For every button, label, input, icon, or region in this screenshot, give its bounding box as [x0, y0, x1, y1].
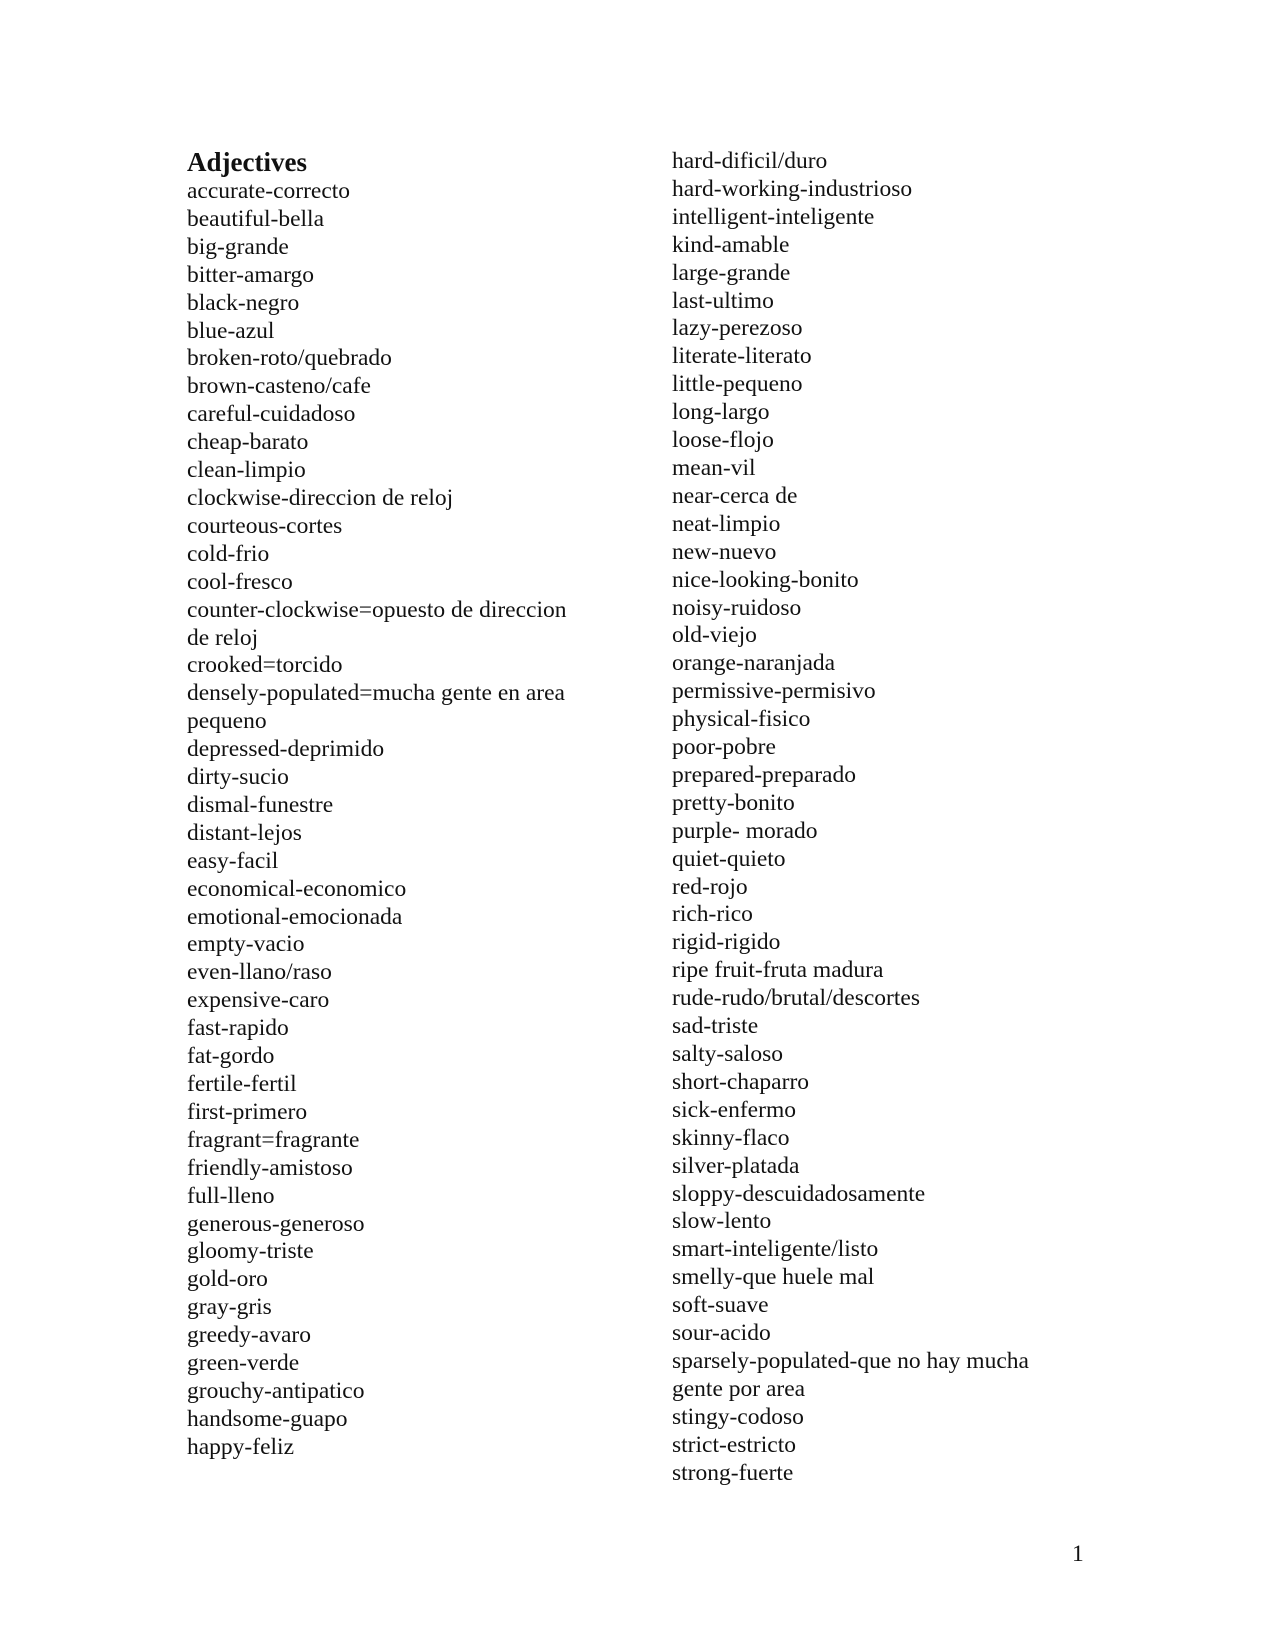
- vocab-entry: smelly-que huele mal: [672, 1264, 875, 1291]
- vocab-entry: clean-limpio: [187, 457, 306, 484]
- vocab-entry: fertile-fertil: [187, 1071, 297, 1097]
- vocab-entry: rich-rico: [672, 901, 753, 928]
- vocab-entry: strict-estricto: [672, 1431, 796, 1458]
- vocab-entry: kind-amable: [672, 231, 790, 258]
- vocab-entry: strong-fuerte: [672, 1459, 794, 1486]
- vocab-entry: short-chaparro: [672, 1068, 810, 1095]
- vocab-entry: cool-fresco: [187, 568, 293, 595]
- page-number: 1: [1072, 1541, 1084, 1567]
- vocab-entry: fragrant=fragrante: [187, 1126, 360, 1153]
- vocab-entry: empty-vacio: [187, 931, 305, 958]
- vocab-entry: fat-gordo: [187, 1043, 275, 1070]
- vocab-entry: dismal-funestre: [187, 791, 334, 818]
- vocab-entry: sick-enfermo: [672, 1096, 796, 1123]
- vocab-entry: gold-oro: [187, 1266, 268, 1293]
- vocab-entry: new-nuevo: [672, 538, 777, 565]
- vocab-entry: orange-naranjada: [672, 650, 836, 677]
- vocab-entry: noisy-ruidoso: [672, 594, 802, 621]
- vocab-entry: crooked=torcido: [187, 652, 343, 679]
- vocab-entry: emotional-emocionada: [187, 903, 403, 930]
- vocab-entry: salty-saloso: [672, 1041, 783, 1067]
- vocab-entry: big-grande: [187, 233, 289, 260]
- vocab-entry: generous-generoso: [187, 1210, 365, 1237]
- vocab-entry: careful-cuidadoso: [187, 401, 356, 428]
- vocab-entry: stingy-codoso: [672, 1403, 804, 1430]
- vocab-entry: nice-looking-bonito: [672, 566, 859, 593]
- vocab-entry: hard-dificil/duro: [672, 148, 828, 174]
- vocab-entry: cold-frio: [187, 540, 270, 567]
- vocab-entry: even-llano/raso: [187, 959, 332, 986]
- vocab-entry: sparsely-populated-que no hay mucha: [672, 1347, 1029, 1374]
- vocab-entry: sloppy-descuidadosamente: [672, 1180, 926, 1207]
- vocab-entry: neat-limpio: [672, 510, 781, 537]
- vocab-entry: hard-working-industrioso: [672, 175, 913, 202]
- vocab-entry: first-primero: [187, 1098, 308, 1125]
- vocab-entry: broken-roto/quebrado: [187, 345, 392, 372]
- vocab-entry: literate-literato: [672, 343, 812, 370]
- vocab-entry: long-largo: [672, 399, 770, 426]
- left-column: [187, 146, 607, 1462]
- vocab-entry: smart-inteligente/listo: [672, 1236, 879, 1263]
- vocab-entry: silver-platada: [672, 1152, 800, 1179]
- vocab-entry: near-cerca de: [672, 482, 798, 509]
- vocab-entry: lazy-perezoso: [672, 315, 803, 342]
- vocab-entry: quiet-quieto: [672, 845, 786, 872]
- vocab-entry: gente por area: [672, 1375, 806, 1402]
- vocab-entry: sour-acido: [672, 1320, 771, 1347]
- vocab-entry: poor-pobre: [672, 734, 776, 761]
- vocab-entry: large-grande: [672, 259, 791, 286]
- vocab-entry: gray-gris: [187, 1294, 272, 1321]
- vocab-entry: old-viejo: [672, 622, 757, 649]
- vocab-entry: pretty-bonito: [672, 789, 795, 816]
- vocab-entry: counter-clockwise=opuesto de direccion: [187, 596, 567, 623]
- vocab-entry: handsome-guapo: [187, 1405, 348, 1432]
- vocab-entry: brown-casteno/cafe: [187, 373, 371, 400]
- vocab-entry: mean-vil: [672, 454, 756, 481]
- right-column: [672, 148, 1132, 1488]
- vocab-entry: sad-triste: [672, 1013, 759, 1040]
- vocab-entry: little-pequeno: [672, 371, 803, 398]
- vocab-entry: permissive-permisivo: [672, 678, 876, 705]
- vocab-entry: rigid-rigido: [672, 929, 781, 956]
- vocab-entry: easy-facil: [187, 847, 279, 874]
- vocab-entry: skinny-flaco: [672, 1124, 790, 1151]
- vocab-entry: cheap-barato: [187, 429, 309, 456]
- page-title: Adjectives: [187, 147, 307, 177]
- vocab-entry: last-ultimo: [672, 287, 774, 314]
- vocab-entry: slow-lento: [672, 1208, 772, 1235]
- left-vocabulary-list: [187, 178, 607, 1462]
- vocab-entry: red-rojo: [672, 873, 748, 900]
- vocab-entry: pequeno: [187, 708, 267, 735]
- vocab-entry: grouchy-antipatico: [187, 1377, 365, 1404]
- vocab-entry: black-negro: [187, 289, 300, 316]
- vocab-entry: depressed-deprimido: [187, 736, 385, 763]
- vocab-entry: full-lleno: [187, 1182, 275, 1209]
- vocab-entry: rude-rudo/brutal/descortes: [672, 985, 920, 1012]
- vocab-entry: intelligent-inteligente: [672, 203, 875, 230]
- vocab-entry: accurate-correcto: [187, 178, 351, 204]
- vocab-entry: loose-flojo: [672, 427, 774, 454]
- vocab-entry: ripe fruit-fruta madura: [672, 957, 884, 984]
- vocab-entry: gloomy-triste: [187, 1238, 314, 1265]
- vocab-entry: dirty-sucio: [187, 764, 289, 791]
- vocab-entry: distant-lejos: [187, 819, 302, 846]
- vocab-entry: fast-rapido: [187, 1015, 289, 1042]
- vocab-entry: expensive-caro: [187, 987, 330, 1014]
- vocab-entry: economical-economico: [187, 875, 407, 902]
- vocab-entry: beautiful-bella: [187, 205, 325, 232]
- vocab-entry: happy-feliz: [187, 1433, 295, 1460]
- vocab-entry: soft-suave: [672, 1292, 769, 1319]
- vocab-entry: densely-populated=mucha gente en area: [187, 680, 565, 707]
- vocab-entry: greedy-avaro: [187, 1322, 311, 1349]
- vocab-entry: prepared-preparado: [672, 761, 856, 788]
- right-vocabulary-list: [672, 148, 1132, 1488]
- vocab-entry: purple- morado: [672, 817, 818, 844]
- vocab-entry: courteous-cortes: [187, 512, 343, 539]
- vocab-entry: physical-fisico: [672, 706, 811, 733]
- vocab-entry: de reloj: [187, 624, 259, 651]
- vocab-entry: friendly-amistoso: [187, 1154, 353, 1181]
- vocab-entry: bitter-amargo: [187, 261, 314, 288]
- vocab-entry: clockwise-direccion de reloj: [187, 484, 454, 511]
- vocab-entry: green-verde: [187, 1350, 300, 1377]
- vocab-entry: blue-azul: [187, 317, 275, 344]
